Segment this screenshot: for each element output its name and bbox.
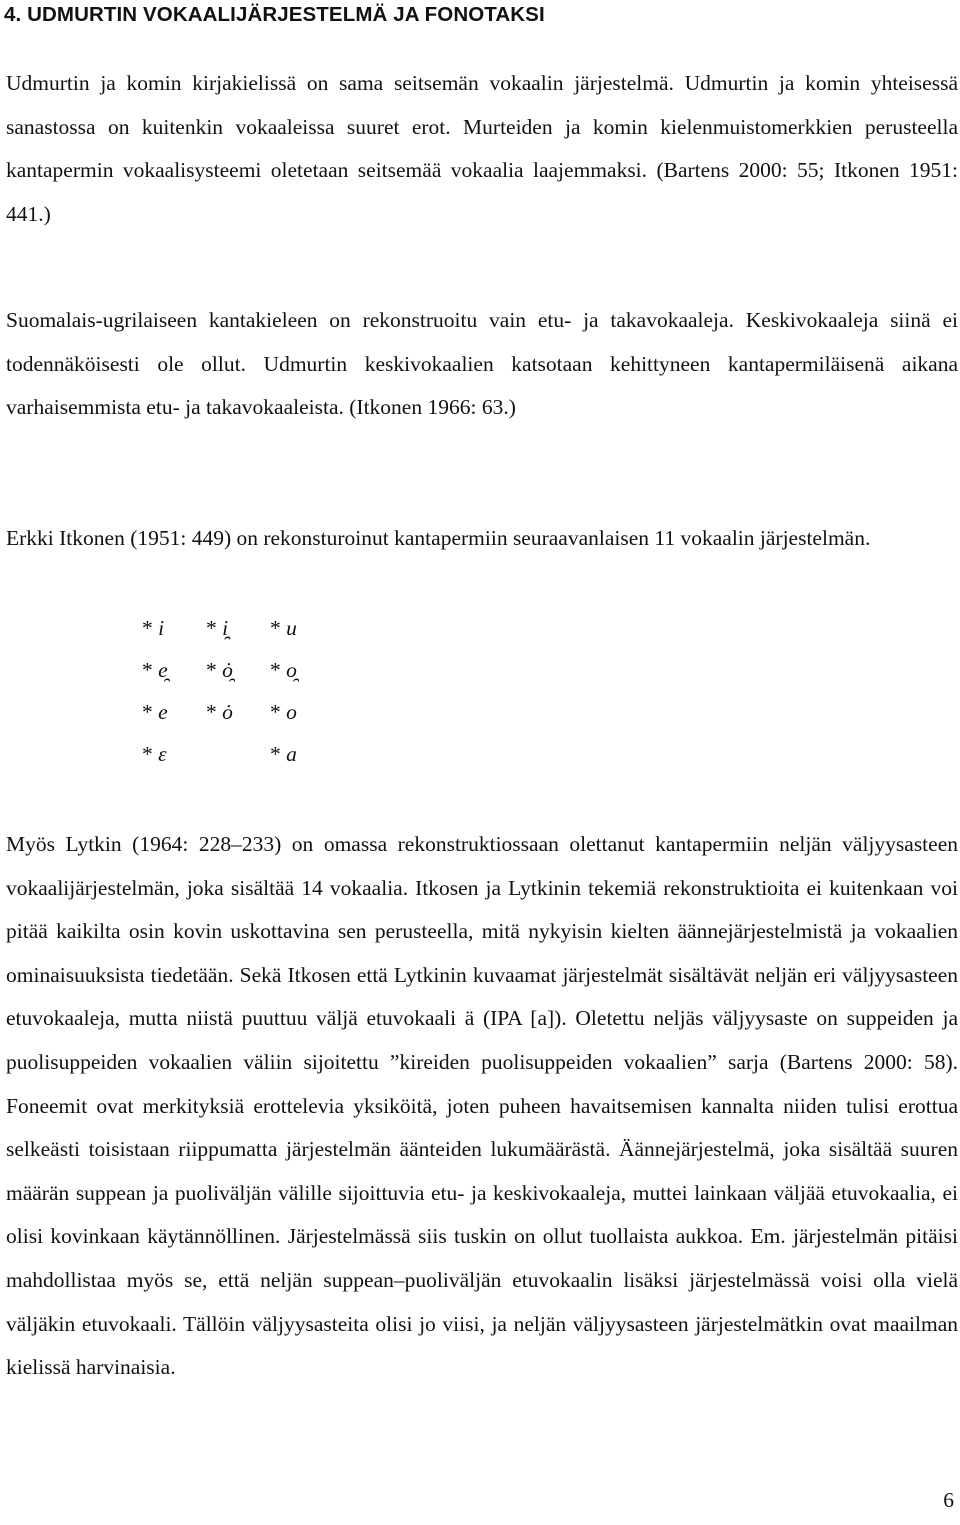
page-heading: 4. UDMURTIN VOKAALIJÄRJESTELMÄ JA FONOTAKSI bbox=[4, 3, 545, 26]
vowel-cell bbox=[142, 606, 164, 650]
vowel-system-table bbox=[142, 606, 342, 782]
vowel-cell bbox=[142, 690, 168, 734]
vowel-cell bbox=[206, 606, 228, 650]
vowel-symbol: ε bbox=[158, 742, 167, 766]
vowel-symbol: ȯ̯ bbox=[222, 658, 233, 682]
paragraph-intro: Udmurtin ja komin kirjakielissä on sama seitsemän vokaalin järjestelmä. Udmurtin ja komin yhteisessä sanastossa on kuitenkin vokaaleissa suuret erot. Murteiden ja komin kielenmuistomerkkien perusteella kantapermin vokaalisysteemi oletetaan seitsemää vokaalia laajemmaksi. (Bartens 2000: 55; Itkonen 1951: 441.) bbox=[6, 71, 958, 226]
asterisk: * bbox=[206, 700, 217, 724]
asterisk: * bbox=[270, 700, 281, 724]
paragraph-proto-language: Suomalais-ugrilaiseen kantakieleen on rekonstruoitu vain etu- ja takavokaaleja. Keskivokaaleja siinä ei todennäköisesti ole ollut. Udmurtin keskivokaalien katsotaan kehittyneen kantapermiläisenä aikana varhaisemmista etu- ja takavokaaleista. (Itkonen 1966: 63.) bbox=[6, 308, 958, 420]
paragraph-lytkin-discussion: Myös Lytkin (1964: 228–233) on omassa rekonstruktiossaan olettanut kantapermiin neljän väljyysasteen vokaalijärjestelmän, joka sisältää 14 vokaalia. Itkosen ja Lytkinin tekemiä rekonstruktioita ei kuitenkaan voi pitää kaikilta osin kovin uskottavina sen perusteella, mitä nykyisin kielten äännejärjestelmistä ja vokaalien ominaisuuksista tiedetään. Sekä Itkosen että Lytkinin kuvaamat järjestelmät sisältävät neljän eri väljyysasteen etuvokaaleja, mutta niistä puuttuu väljä etuvokaali ä (IPA [a]). Oletettu neljäs väljyysaste on suppeiden ja puolisuppeiden vokaalien väliin sijoitettu ”kireiden puolisuppeiden vokaalien” sarja (Bartens 2000: 58). Foneemit ovat merkityksiä erottelevia yksiköitä, joten puheen havaitsemisen kannalta niiden tulisi erottua selkeästi toisistaan riippumatta järjestelmän äänteiden lukumäärästä. Äännejärjestelmä, joka sisältää suuren määrän suppean ja puoliväljän välille sijoittuvia etu- ja keskivokaaleja, muttei lainkaan väljää etuvokaalia, ei olisi kovinkaan käytännöllinen. Järjestelmässä siis tuskin on ollut tuollaista aukkoa. Em. järjestelmän pitäisi mahdollistaa myös se, että neljän suppean–puoliväljän etuvokaalin lisäksi järjestelmässä voisi olla vielä väljäkin etuvokaali. Tällöin väljyysasteita olisi jo viisi, ja neljän väljyysasteen järjestelmätkin ovat maailman kielissä harvinaisia. bbox=[6, 832, 958, 1380]
asterisk: * bbox=[142, 742, 153, 766]
asterisk: * bbox=[142, 658, 153, 682]
asterisk: * bbox=[142, 700, 153, 724]
vowel-symbol: o̯ bbox=[286, 658, 297, 682]
vowel-cell bbox=[270, 606, 297, 650]
page-number: 6 bbox=[943, 1488, 954, 1512]
vowel-symbol: e̯ bbox=[158, 658, 168, 682]
vowel-symbol: a bbox=[286, 742, 297, 766]
asterisk: * bbox=[270, 658, 281, 682]
vowel-symbol: e bbox=[158, 700, 168, 724]
paragraph-itkonen-system: Erkki Itkonen (1951: 449) on rekonsturoinut kantapermiin seuraavanlaisen 11 vokaalin järjestelmän. bbox=[6, 526, 871, 550]
asterisk: * bbox=[142, 616, 153, 640]
vowel-cell bbox=[142, 648, 168, 692]
vowel-symbol: ȯ bbox=[222, 700, 233, 724]
vowel-symbol: o bbox=[286, 700, 297, 724]
asterisk: * bbox=[270, 616, 281, 640]
vowel-symbol: i̯ bbox=[222, 616, 229, 640]
vowel-symbol: i bbox=[158, 616, 165, 640]
vowel-cell bbox=[206, 690, 233, 734]
asterisk: * bbox=[206, 616, 217, 640]
vowel-cell bbox=[270, 690, 297, 734]
asterisk: * bbox=[270, 742, 281, 766]
vowel-symbol: u bbox=[286, 616, 297, 640]
vowel-cell bbox=[270, 732, 297, 776]
vowel-cell bbox=[270, 648, 297, 692]
vowel-cell bbox=[142, 732, 167, 776]
asterisk: * bbox=[206, 658, 217, 682]
vowel-cell bbox=[206, 648, 233, 692]
